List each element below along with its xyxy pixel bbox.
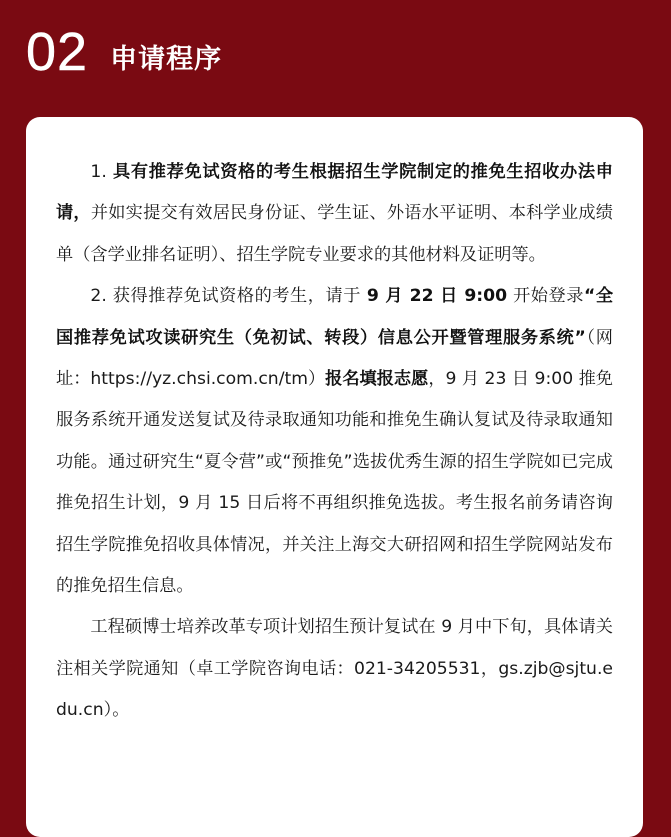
p2-text-1: 2. 获得推荐免试资格的考生，请于 [90, 286, 367, 307]
p2-apply-label: 报名填报志愿 [325, 369, 429, 390]
paragraph-3 [56, 607, 613, 731]
p1-bold: 具有推荐免试资格的考生根据招生学院制定的推免生招收办法申请， [56, 162, 613, 224]
paragraph-1 [56, 152, 613, 276]
p3-text: 工程硕博士培养改革专项计划招生预计复试在 9 月中下旬，具体请关注相关学院通知（卓工学院咨询电话：021-34205531，gs.zjb@sjtu.edu.cn）。 [56, 617, 613, 721]
paragraph-2 [56, 276, 613, 607]
p2-text-2: 开始登录 [507, 286, 584, 307]
content-card [26, 117, 643, 837]
p2-text-4: ，9 月 23 日 9:00 推免服务系统开通发送复试及待录取通知功能和推免生确认复试及待录取通知功能。通过研究生“夏令营”或“预推免”选拔优秀生源的招生学院如已完成推免招生计划，9 月 15 日后将不再组织推免选拔。考生报名前务请咨询招生学院推免招收具体情况，并关注上海交大研招网和招生学院网站发布的推免招生信息。 [56, 369, 613, 597]
p1-rest: 并如实提交有效居民身份证、学生证、外语水平证明、本科学业成绩单（含学业排名证明）、招生学院专业要求的其他材料及证明等。 [56, 203, 613, 265]
p2-url: （网址：https://yz.chsi.com.cn/tm） [56, 327, 613, 390]
section-title: 申请程序 [110, 43, 223, 75]
p1-prefix: 1. [90, 162, 113, 182]
p2-system-name: “全国推荐免试攻读研究生（免初试、转段）信息公开暨管理服务系统” [56, 286, 614, 348]
section-header [26, 22, 222, 82]
section-number: 02 [26, 22, 89, 82]
p2-date-start: 9 月 22 日 9:00 [366, 286, 508, 307]
